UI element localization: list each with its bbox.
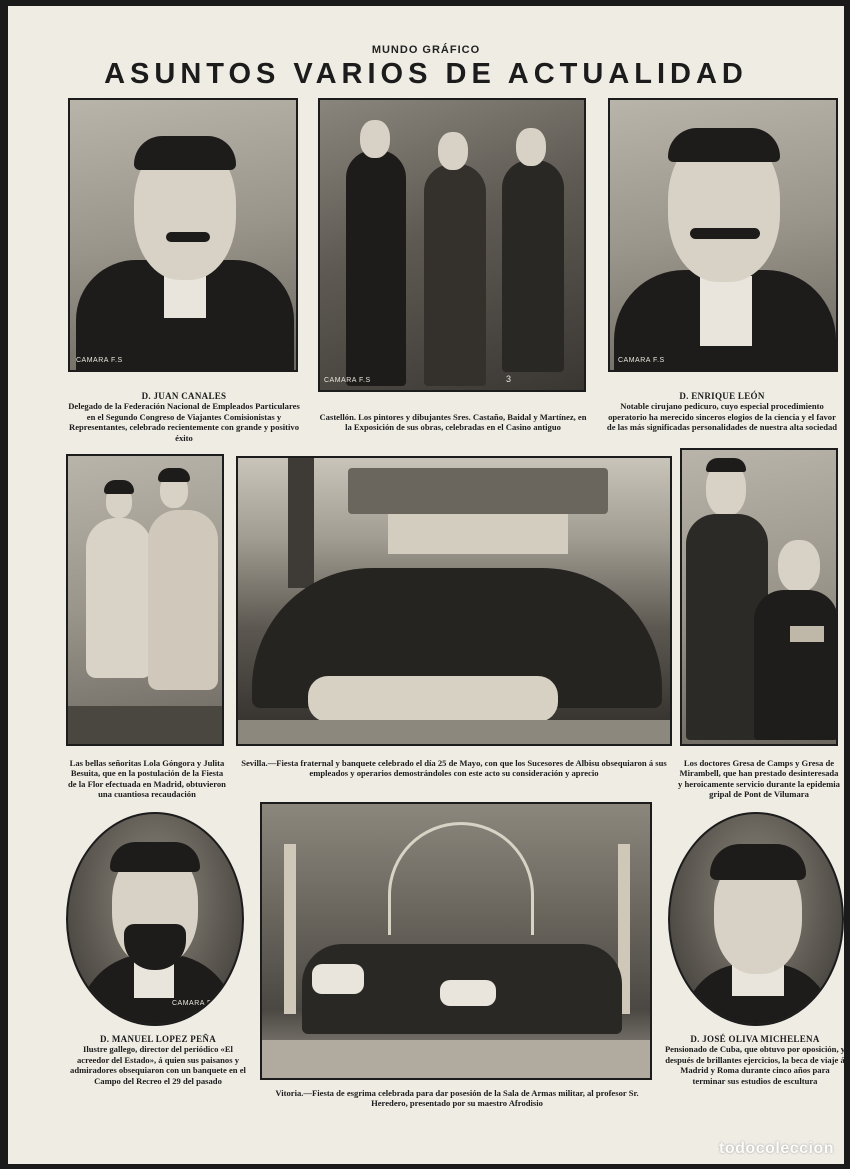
- caption-name: D. ENRIQUE LEÓN: [679, 391, 765, 401]
- watermark: todocoleccion: [719, 1140, 834, 1157]
- caption-body: Sevilla.—Fiesta fraternal y banquete celebrado el día 25 de Mayo, con que los Sucesores de Albisu obsequiaron á sus empleados y operarios demostrándoles con este acto su consideración y aprecio: [241, 758, 667, 779]
- woman-right-hair: [158, 468, 190, 482]
- ground: [238, 720, 672, 746]
- doctor-right-face: [778, 540, 820, 592]
- photo-senoritas: [66, 454, 224, 746]
- photo-jose-oliva-michelena: [668, 812, 844, 1026]
- caption-name: D. JUAN CANALES: [141, 391, 227, 401]
- doctor-left-hair: [706, 458, 746, 472]
- caption-body: Castellón. Los pintores y dibujantes Sres. Castaño, Baidal y Martínez, en la Exposición de sus obras, celebradas en el Casino antiguo: [319, 412, 587, 433]
- photo-manuel-lopez-pena: [66, 812, 244, 1026]
- caption-name: D. MANUEL LOPEZ PEÑA: [99, 1034, 216, 1044]
- pavilion-wall: [388, 514, 568, 554]
- fencer-left: [312, 964, 364, 994]
- photo-sevilla-banquet: [236, 456, 672, 746]
- column-left: [284, 844, 296, 1014]
- photo-juan-canales: [68, 98, 298, 372]
- hair: [134, 136, 236, 170]
- person-middle-face: [438, 132, 468, 170]
- moustache: [690, 228, 760, 239]
- caption-enrique-leon: [604, 391, 840, 433]
- hall-arch: [388, 822, 534, 935]
- caption-name: D. JOSÉ OLIVA MICHELENA: [690, 1034, 820, 1044]
- page-title: ASUNTOS VARIOS DE ACTUALIDAD: [104, 58, 748, 90]
- woman-left-hair: [104, 480, 134, 494]
- hair: [710, 844, 806, 880]
- collar: [700, 276, 752, 346]
- caption-castellon: [318, 412, 588, 433]
- person-left: [346, 150, 406, 386]
- hair: [668, 128, 780, 162]
- caption-juan-canales: [68, 391, 300, 443]
- caption-jose-oliva-michelena: [664, 1034, 846, 1086]
- caption-body: Las bellas señoritas Lola Góngora y Julita Besuita, que en la postulación de la Fiesta de la Flor efectuada en Madrid, obtuvieron una cuantiosa recaudación: [68, 758, 226, 800]
- moustache: [166, 232, 210, 242]
- photo-mark: 3: [506, 374, 512, 384]
- photo-credit: CAMARA F.S: [172, 1000, 219, 1007]
- photo-vitoria-fencing: [260, 802, 652, 1080]
- hair: [110, 842, 200, 872]
- photo-credit: CAMARA F.S: [324, 377, 371, 384]
- person-right: [502, 160, 564, 372]
- caption-body: Notable cirujano pedicuro, cuyo especial procedimiento operatorio ha merecido sinceros elogios de la ciencia y el favor de las más significadas personalidades de nuestra alta sociedad: [606, 401, 838, 433]
- photo-enrique-leon: [608, 98, 838, 372]
- caption-body: Pensionado de Cuba, que obtuvo por oposición, y después de brillantes ejercicios, la beca de viaje á Madrid y Roma durante cinco años para terminar sus estudios de escultura: [664, 1044, 846, 1086]
- woman-right-shawl: [148, 510, 218, 690]
- floor-shadow: [68, 706, 224, 746]
- photo-credit: CAMARA F.S: [618, 357, 665, 364]
- tree-trunk: [288, 458, 314, 588]
- photo-credit: CAMARA F.S: [76, 357, 123, 364]
- photo-doctores: [680, 448, 838, 746]
- photo-castellon-painters: [318, 98, 586, 392]
- caption-doctores: [678, 758, 840, 800]
- caption-manuel-lopez-pena: [66, 1034, 250, 1086]
- caption-senoritas: [66, 758, 228, 800]
- caption-body: Vitoria.—Fiesta de esgrima celebrada para dar posesión de la Sala de Armas militar, al profesor Sr. Heredero, presentado por su maestro Afrodisio: [275, 1088, 639, 1109]
- person-left-face: [360, 120, 390, 158]
- person-middle: [424, 164, 486, 386]
- doctor-right-uniform: [754, 590, 838, 740]
- medals: [790, 626, 824, 642]
- caption-body: Los doctores Gresa de Camps y Gresa de Mirambell, que han prestado desinteresada y heroicamente servicio durante la epidemia gripal de Pont de Vilumara: [678, 758, 840, 800]
- front-row-children: [308, 676, 558, 722]
- caption-body: Ilustre gallego, director del periódico «El acreedor del Estado», á quien sus paisanos y admiradores obsequiaron con un banquete en el Campo del Recreo el 29 del pasado: [70, 1044, 246, 1086]
- floor: [262, 1040, 652, 1080]
- fencer-center: [440, 980, 496, 1006]
- magazine-page: [8, 6, 844, 1164]
- person-right-face: [516, 128, 546, 166]
- magazine-name: MUNDO GRÁFICO: [371, 44, 481, 56]
- caption-body: Delegado de la Federación Nacional de Empleados Particulares en el Segundo Congreso de Viajantes Comisionistas y Representantes, celebrado recientemente con grande y positivo éxito: [68, 401, 300, 443]
- caption-sevilla: [238, 758, 670, 779]
- caption-vitoria: [260, 1088, 654, 1109]
- woman-left-shawl: [86, 518, 152, 678]
- pavilion-roof: [348, 468, 608, 514]
